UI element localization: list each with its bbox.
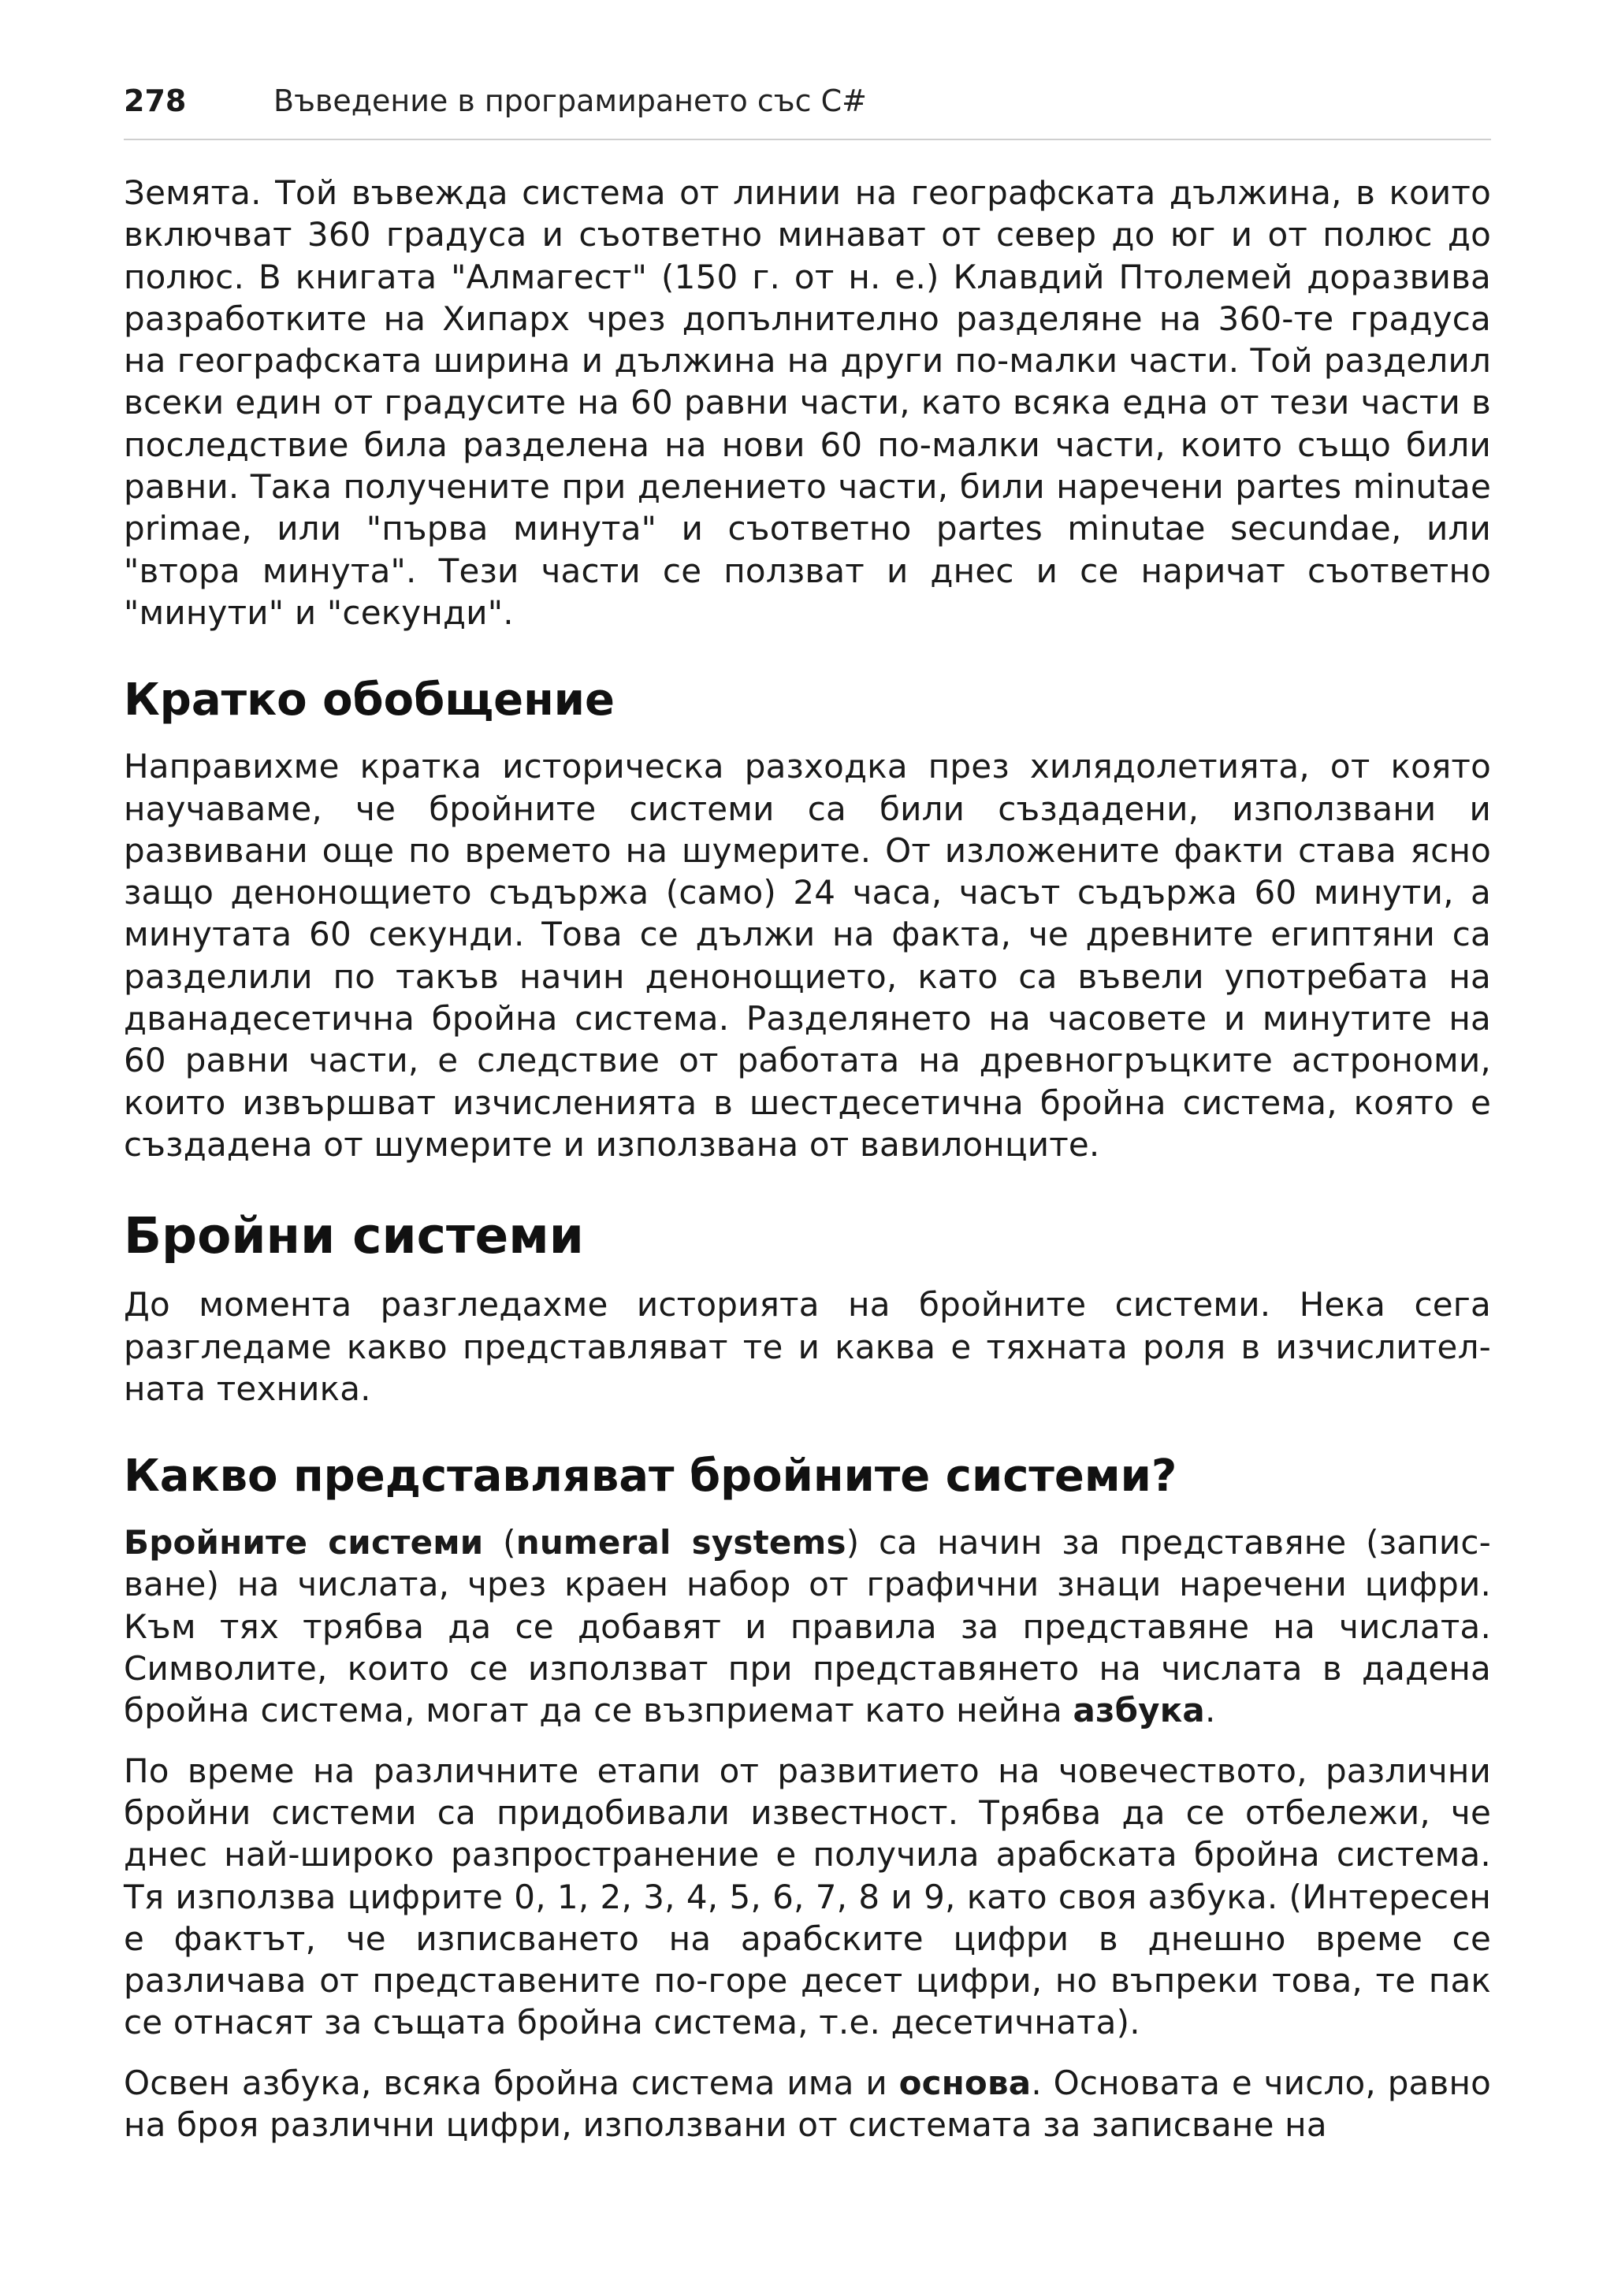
summary-paragraph: Направихме кратка историческа разходка през хилядолетията, от която научаваме, че бройните системи са били създадени, използвани и развивани още по времето на шумерите. От изложените факти става ясно защо денонощието съдържа (само) 24 часа, часът съдържа 60 минути, а минутата 60 секунди. Това се дължи на факта, че древните египтяни са разделили по такъв начин денонощието, като са въвели употребата на дванадесетична бройна система. Разделянето на часовете и минутите на 60 равни части, е следствие от работата на древногръцките астрономи, които извършват изчисленията в шестдесетична бройна система, която е създадена от шумерите и използвана от вавилонците. bbox=[124, 747, 1491, 1164]
term-numeral-systems: Бройните системи bbox=[124, 1523, 484, 1562]
what-are-heading: Какво представляват бройните системи? bbox=[124, 1451, 1177, 1503]
intro-paragraph: Земята. Той въвежда система от линии на географската дължина, в които включват 360 градуса и съответно минават от север до юг и от полюс до полюс. В книгата "Алмагест" (150 г. от н. е.) Клавдий Птолемей доразвива разработките на Хипарх чрез допълнително разделяне на 360-те градуса на географската ширина и дължина на други по-малки части. Той разделил всеки един от градусите на 60 равни части, като всяка една от тези части в последствие била разделена на нови 60 по-малки части, които също били равни. Така получените при делението части, били наречени partes minutae primae, или "първа минута" и съответно partes minutae secundae, или "втора минута". Тези части се ползват и днес и се наричат съответно "минути" и "секунди". bbox=[124, 173, 1491, 632]
base-text-start: Освен азбука, всяка бройна система има и bbox=[124, 2063, 899, 2102]
book-title: Въведение в програмирането със C# bbox=[273, 84, 867, 118]
definition-end: . bbox=[1204, 1691, 1216, 1730]
definition-paragraph bbox=[124, 1521, 1491, 1731]
arabic-system-paragraph: По време на различните етапи от развитието на човечеството, различни бройни системи са придобивали известност. Трябва да се отбележи, че днес най-широко разпространение е получила арабската бройна система. Тя използва цифрите 0, 1, 2, 3, 4, 5, 6, 7, 8 и 9, като своя азбука. (Интересен е фактът, че изписването на арабските цифри в днешно време се различава от представените по-горе десет цифри, но въпреки това, те пак се отнасят за същата бройна система, т.е. десетичната). bbox=[124, 1751, 1491, 2042]
numeral-systems-heading: Бройни системи bbox=[124, 1207, 584, 1265]
definition-text: ) са начин за представяне (запис-ване) на числата, чрез краен набор от графични знаци наречени цифри. Към тях трябва да се добавят и правила за представяне на числата. Символите, които се използват при представянето на числата в дадена бройна система, могат да се възприемат като нейна bbox=[124, 1523, 1491, 1730]
page-number: 278 bbox=[124, 84, 187, 118]
page-content bbox=[124, 172, 1491, 2146]
base-paragraph bbox=[124, 2062, 1491, 2146]
term-alphabet: азбука bbox=[1073, 1691, 1205, 1730]
term-english: numeral systems bbox=[515, 1523, 846, 1562]
running-header bbox=[124, 82, 1491, 140]
base-text-rest: . Основата е число, равно на броя различни цифри, използвани от системата за записване на bbox=[124, 2063, 1492, 2144]
term-base: основа bbox=[898, 2063, 1032, 2102]
summary-heading: Кратко обобщение bbox=[124, 674, 615, 726]
open-paren: ( bbox=[483, 1523, 516, 1562]
numeral-systems-paragraph: До момента разгледахме историята на бройните системи. Нека сега разгледаме какво представляват те и каква е тяхната роля в изчислител-ната техника. bbox=[124, 1285, 1491, 1408]
